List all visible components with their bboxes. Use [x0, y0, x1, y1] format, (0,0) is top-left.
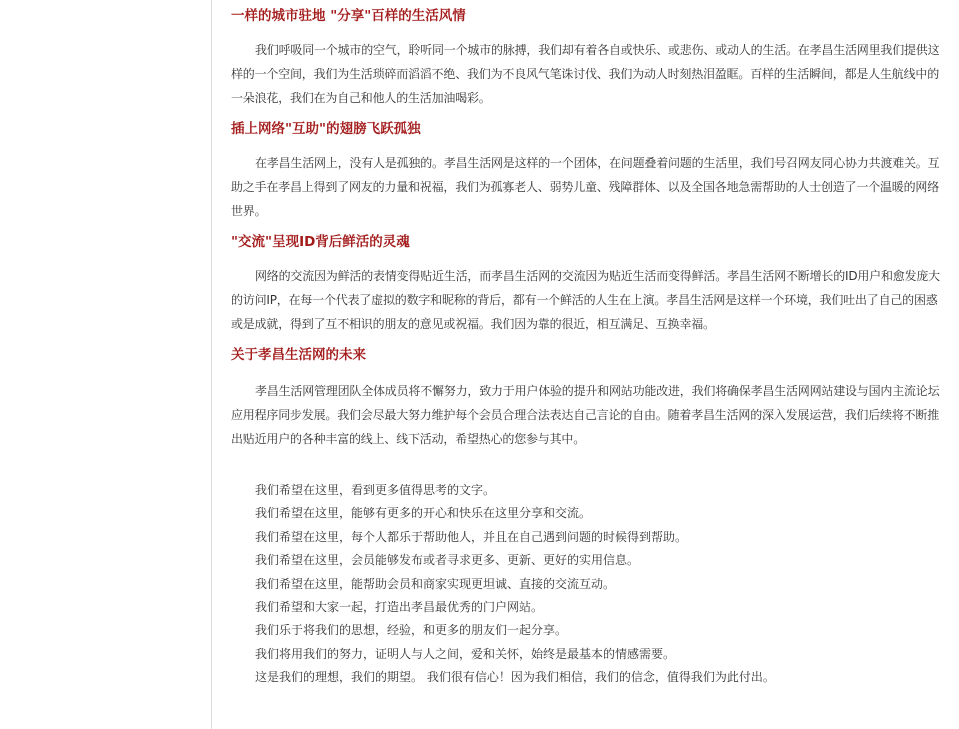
- section-title-communication: "交流"呈现ID背后鲜活的灵魂: [231, 234, 410, 250]
- section-body-mutual-help: 在孝昌生活网上，没有人是孤独的。孝昌生活网是这样的一个团体，在问题叠着问题的生活里，我们号召网友同心协力共渡难关。互助之手在孝昌上得到了网友的力量和祝福，我们为孤寡老人、弱势儿童、残障群体、以及全国各地急需帮助的人士创造了一个温暖的网络世界。: [231, 156, 940, 218]
- wish-item: 我们希望和大家一起，打造出孝昌最优秀的门户网站。: [255, 600, 544, 615]
- left-divider-line: [211, 0, 212, 729]
- wish-item: 我们希望在这里，能够有更多的开心和快乐在这里分享和交流。: [255, 506, 592, 521]
- wish-item: 我们希望在这里，会员能够发布或者寻求更多、更新、更好的实用信息。: [255, 553, 640, 568]
- wish-item: 我们希望在这里，看到更多值得思考的文字。: [255, 483, 496, 497]
- section-title-future: 关于孝昌生活网的未来: [231, 347, 366, 363]
- section-body-sharing: 我们呼吸同一个城市的空气，聆听同一个城市的脉搏，我们却有着各自或快乐、或悲伤、或动人的生活。在孝昌生活网里我们提供这样的一个空间，我们为生活琐碎而滔滔不绝、我们为不良风气笔诛讨伐、我们为动人时刻热泪盈眶。百样的生活瞬间，都是人生航线中的一朵浪花，我们在为自己和他人的生活加油喝彩。: [231, 43, 940, 105]
- section-body-communication: 网络的交流因为鲜活的表情变得贴近生活，而孝昌生活网的交流因为贴近生活而变得鲜活。孝昌生活网不断增长的ID用户和愈发庞大的访问IP，在每一个代表了虚拟的数字和昵称的背后，都有一个鲜活的人生在上演。孝昌生活网是这样一个环境，我们吐出了自己的困惑或是成就，得到了互不相识的朋友的意见或祝福。我们因为靠的很近，相互满足、互换幸福。: [231, 269, 940, 331]
- wish-item: 这是我们的理想，我们的期望。 我们很有信心！因为我们相信，我们的信念，值得我们为此付出。: [255, 670, 775, 685]
- wish-item: 我们乐于将我们的思想，经验，和更多的朋友们一起分享。: [255, 623, 568, 638]
- section-body-future: 孝昌生活网管理团队全体成员将不懈努力，致力于用户体验的提升和网站功能改进，我们将确保孝昌生活网网站建设与国内主流论坛应用程序同步发展。我们会尽最大努力维护每个会员合理合法表达自己言论的自由。随着孝昌生活网的深入发展运营，我们后续将不断推出贴近用户的各种丰富的线上、线下活动，希望热心的您参与其中。: [231, 384, 940, 446]
- wish-list: [231, 479, 943, 690]
- article-content: [231, 6, 943, 690]
- section-title-sharing: 一样的城市驻地 "分享"百样的生活风情: [231, 8, 466, 24]
- wish-item: 我们希望在这里，能帮助会员和商家实现更坦诚、直接的交流互动。: [255, 576, 616, 591]
- section-title-mutual-help: 插上网络"互助"的翅膀飞跃孤独: [231, 121, 421, 137]
- wish-item: 我们将用我们的努力，证明人与人之间，爱和关怀，始终是最基本的情感需要。: [255, 646, 676, 661]
- wish-item: 我们希望在这里，每个人都乐于帮助他人，并且在自己遇到问题的时候得到帮助。: [255, 529, 688, 544]
